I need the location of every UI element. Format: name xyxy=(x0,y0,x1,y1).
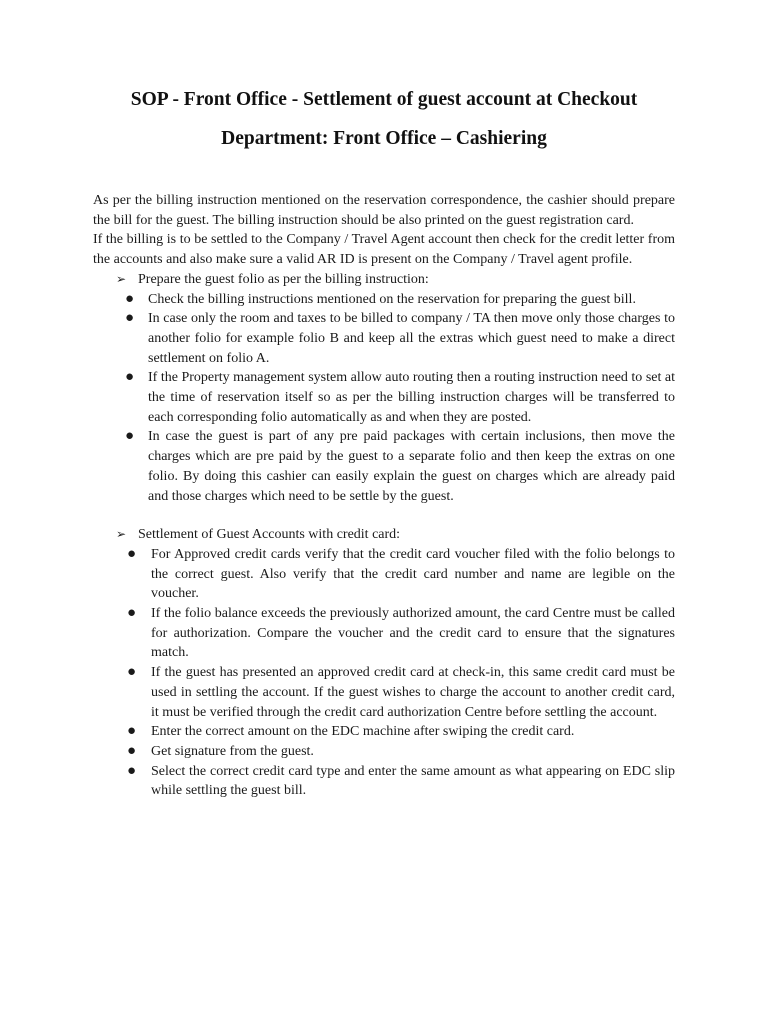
bullet-icon: ● xyxy=(127,742,137,759)
arrow-bullet-icon: ➢ xyxy=(116,271,127,286)
bullet-icon: ● xyxy=(125,290,135,307)
list-item: ● Check the billing instructions mentioned on the reservation for preparing the guest bill. xyxy=(93,290,675,310)
bullet-icon: ● xyxy=(125,310,135,327)
list-item: ● In case the guest is part of any pre paid packages with certain inclusions, then move the charges which are pre paid by the guest to a separate folio and then keep the extras on one folio. By doing this cashier can easily explain the guest on charges which are already paid and those charges which need to be settle by the guest. xyxy=(125,428,675,504)
department-subtitle: Department: Front Office – Cashiering xyxy=(221,128,547,149)
page-title: SOP - Front Office - Settlement of guest account at Checkout xyxy=(130,89,638,110)
list-item: ● Enter the correct amount on the EDC machine after swiping the credit card. xyxy=(93,722,675,742)
section-credit-card-heading xyxy=(93,525,675,545)
section-folio-heading xyxy=(93,270,675,290)
bullet-icon: ● xyxy=(127,545,137,562)
folio-list xyxy=(93,290,675,507)
section-folio-heading-text: Prepare the guest folio as per the billing instruction: xyxy=(138,271,429,287)
bullet-icon: ● xyxy=(127,664,137,681)
arrow-bullet-icon: ➢ xyxy=(116,527,127,542)
intro-paragraph: As per the billing instruction mentioned on the reservation correspondence, the cashier should prepare the bill for the guest. The billing instruction should be also printed on the guest registration card. xyxy=(93,193,675,228)
billing-paragraph: If the billing is to be settled to the Company / Travel Agent account then check for the credit letter from the accounts and also make sure a valid AR ID is present on the Company / Travel agent profile. xyxy=(93,232,675,268)
credit-card-list xyxy=(93,545,675,801)
list-item: ● If the guest has presented an approved credit card at check-in, this same credit card must be used in settling the account. If the guest wishes to charge the account to another credit card, it must be verified through the credit card authorization Centre before settling the account. xyxy=(127,664,675,720)
list-item: ● For Approved credit cards verify that the credit card voucher filed with the folio belongs to the correct guest. Also verify that the credit card number and name are legible on the voucher. xyxy=(127,545,675,602)
bullet-icon: ● xyxy=(127,762,137,779)
section-credit-card-heading-text: Settlement of Guest Accounts with credit card: xyxy=(138,527,401,543)
list-item: ● If the folio balance exceeds the previously authorized amount, the card Centre must be called for authorization. Compare the voucher and the credit card to ensure that the signatures match. xyxy=(127,605,675,661)
list-item: ● Select the correct credit card type and enter the same amount as what appearing on EDC slip while settling the guest bill. xyxy=(127,762,675,799)
document-body xyxy=(93,191,675,801)
list-item: ● Get signature from the guest. xyxy=(93,742,675,762)
list-item: ● In case only the room and taxes to be billed to company / TA then move only those charges to another folio for example folio B and keep all the extras which guest need to make a direct settlement on folio A. xyxy=(125,310,675,366)
bullet-icon: ● xyxy=(127,605,137,622)
list-item: ● If the Property management system allow auto routing then a routing instruction need to set at the time of reservation itself so as per the billing instruction charges will be transferred to each corresponding folio automatically as and when they are posted. xyxy=(125,369,675,425)
bullet-icon: ● xyxy=(127,723,137,740)
bullet-icon: ● xyxy=(125,369,135,386)
bullet-icon: ● xyxy=(125,428,135,445)
